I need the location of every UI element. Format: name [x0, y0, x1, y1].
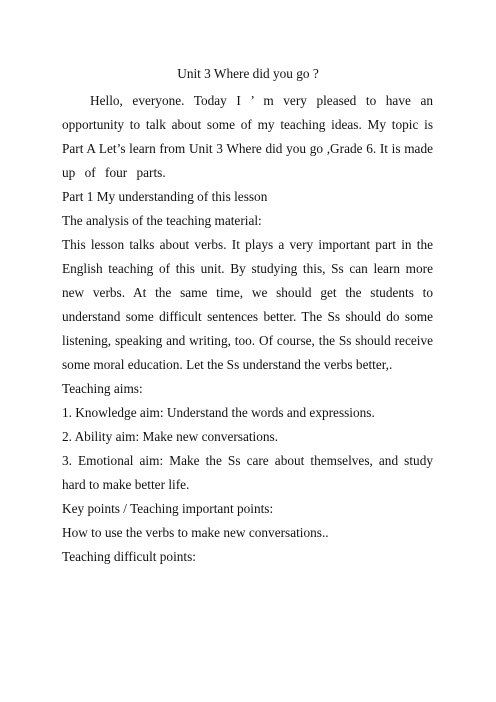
intro-line-1: Hello, everyone. Today I ’ m very pleased to have an	[90, 93, 433, 108]
intro-line-4: up of four parts.	[62, 165, 166, 180]
intro-line-2: opportunity to talk about some of my teaching ideas. My topic is	[62, 117, 433, 132]
difficult-points-heading: Teaching difficult points:	[62, 549, 196, 564]
analysis-line-6: some moral education. Let the Ss understand the verbs better,.	[62, 357, 393, 372]
key-points-heading: Key points / Teaching important points:	[62, 501, 274, 516]
analysis-line-3: new verbs. At the same time, we should get the students to	[62, 285, 433, 300]
analysis-line-1: This lesson talks about verbs. It plays a very important part in the	[62, 237, 433, 252]
aim-item-2: 2. Ability aim: Make new conversations.	[62, 429, 279, 444]
intro-line-3: Part A Let’s learn from Unit 3 Where did you go ,Grade 6. It is made	[62, 141, 433, 156]
aim-item-1: 1. Knowledge aim: Understand the words and expressions.	[62, 405, 375, 420]
aim-item-3-line-2: hard to make better life.	[62, 477, 190, 492]
aim-item-3-line-1: 3. Emotional aim: Make the Ss care about themselves, and study	[62, 453, 433, 468]
document-title: Unit 3 Where did you go ?	[177, 66, 319, 81]
aims-heading: Teaching aims:	[62, 381, 143, 396]
analysis-line-2: English teaching of this unit. By studying this, Ss can learn more	[62, 261, 433, 276]
key-points-text: How to use the verbs to make new conversations..	[62, 525, 329, 540]
analysis-heading: The analysis of the teaching material:	[62, 213, 262, 228]
part1-heading: Part 1 My understanding of this lesson	[62, 189, 268, 204]
analysis-line-5: listening, speaking and writing, too. Of course, the Ss should receive	[62, 333, 433, 348]
analysis-line-4: understand some difficult sentences better. The Ss should do some	[62, 309, 433, 324]
